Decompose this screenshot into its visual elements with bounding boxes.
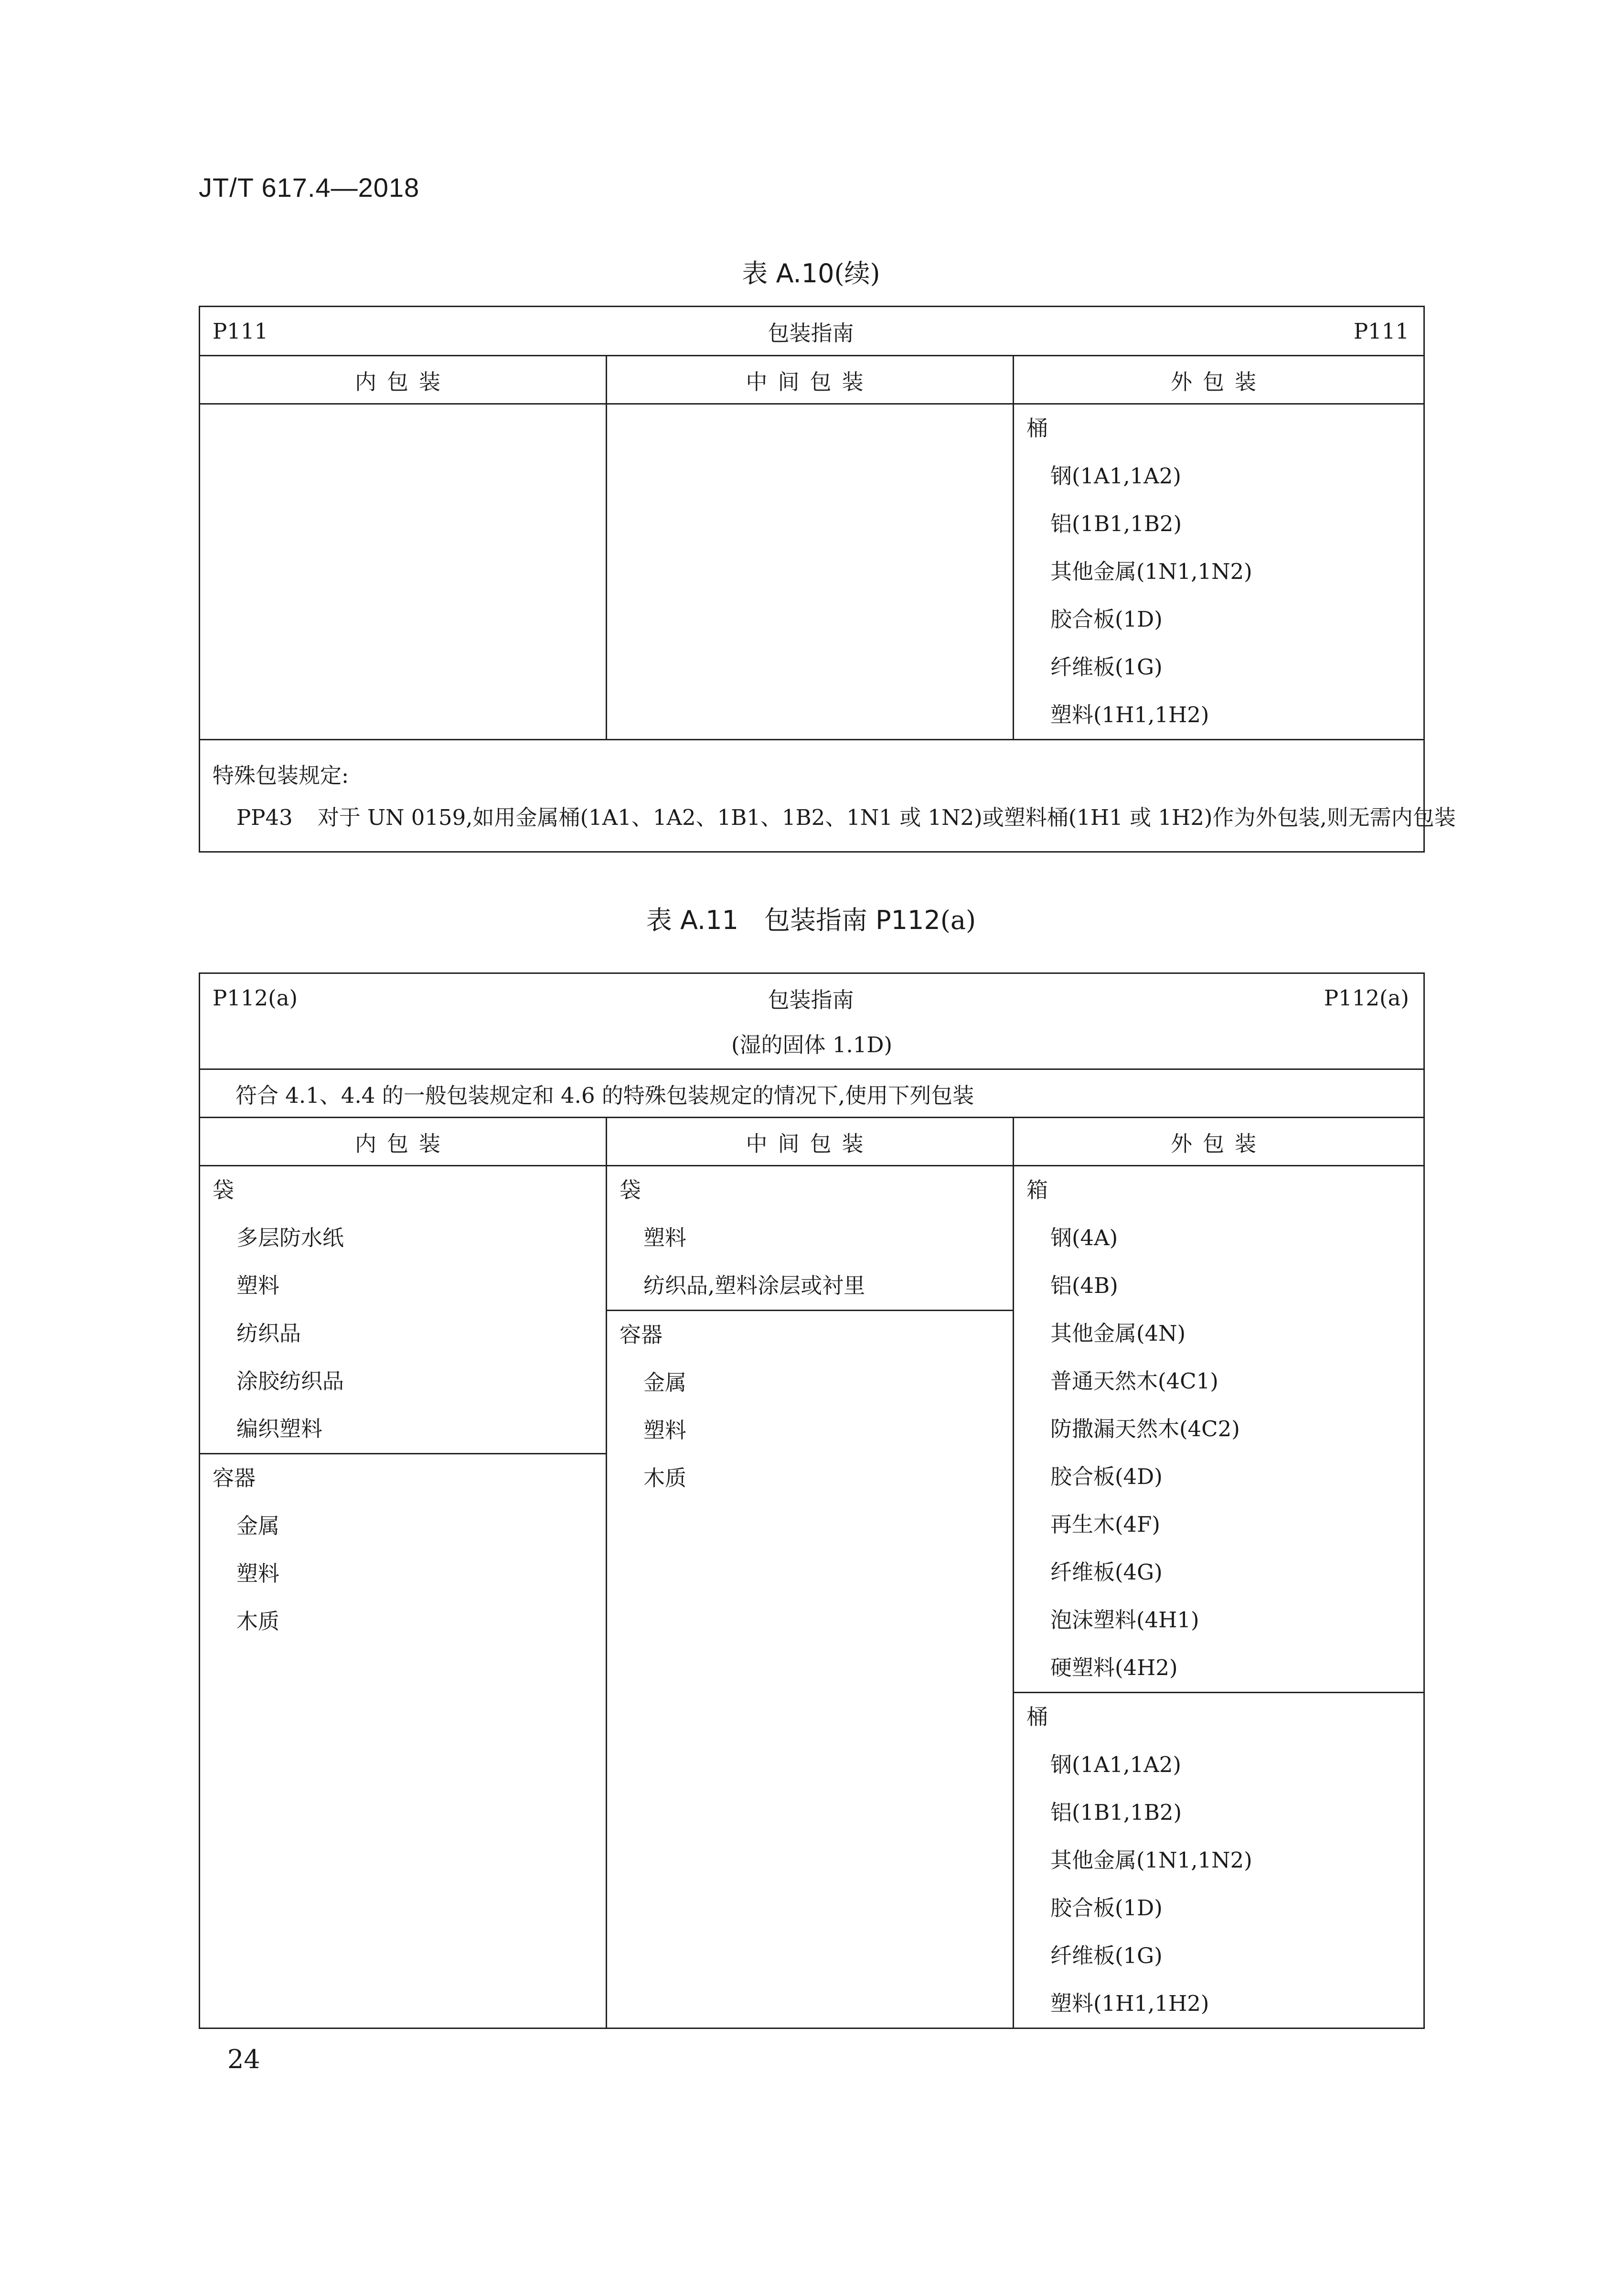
list-item: 纺织品,塑料涂层或衬里 <box>643 1273 865 1298</box>
inner-group-bags <box>200 1166 606 1453</box>
category-label: 容器 <box>620 1322 663 1347</box>
instruction-code-right: P111 <box>1353 318 1410 344</box>
list-item: 胶合板(1D) <box>1050 607 1163 632</box>
list-item: 泡沫塑料(4H1) <box>1050 1607 1199 1633</box>
table-a10-caption <box>199 253 1423 290</box>
table-a10-caption-label: 表 A.10 <box>742 258 834 288</box>
table-a10 <box>199 306 1456 853</box>
list-item: 木质 <box>236 1609 280 1634</box>
list-item: 塑料 <box>236 1273 280 1298</box>
intermediate-group-bags <box>607 1166 1013 1310</box>
list-item: 塑料(1H1,1H2) <box>1050 702 1209 727</box>
intermediate-packaging-cell <box>607 404 1014 740</box>
list-item: 其他金属(4N) <box>1050 1321 1186 1346</box>
outer-group-boxes <box>1014 1166 1423 1692</box>
provision-text: 对于 UN 0159,如用金属桶(1A1、1A2、1B1、1B2、1N1 或 1N2)或塑料桶(1H1 或 1H2)作为外包装,则无需内包装 <box>317 805 1456 830</box>
list-item: 钢(4A) <box>1050 1225 1118 1250</box>
category-label: 容器 <box>213 1465 256 1491</box>
list-item: 再生木(4F) <box>1050 1512 1160 1537</box>
intermediate-packaging-cell <box>607 1166 1014 2028</box>
instruction-title: 包装指南 <box>768 320 854 346</box>
special-provision-pp43 <box>213 797 1456 839</box>
outer-packaging-cell <box>1014 1166 1424 2028</box>
list-item: 纺织品 <box>236 1321 301 1346</box>
column-header-inner: 内包装 <box>200 356 607 404</box>
table-a11-caption-label: 表 A.11 包装指南 P112 <box>646 905 940 935</box>
document-code: JT/T 617.4—2018 <box>199 172 420 203</box>
table-a10-caption-tail: (续) <box>834 258 880 288</box>
packaging-condition: 符合 4.1、4.4 的一般包装规定和 4.6 的特殊包装规定的情况下,使用下列包装 <box>200 1069 1424 1118</box>
list-item: 铝(1B1,1B2) <box>1050 1800 1182 1825</box>
inner-packaging-cell <box>200 404 607 740</box>
list-item: 铝(4B) <box>1050 1273 1118 1298</box>
special-provisions-title: 特殊包装规定: <box>213 763 349 788</box>
table-a11-caption <box>199 900 1423 937</box>
instruction-code-right: P112(a) <box>1324 985 1409 1011</box>
list-item: 编织塑料 <box>236 1416 323 1441</box>
provision-code: PP43 <box>236 805 293 830</box>
table-a11-caption-tail: (a) <box>940 905 976 935</box>
list-item: 纤维板(1G) <box>1050 1943 1163 1968</box>
list-item: 金属 <box>236 1513 280 1538</box>
inner-group-receptacles <box>200 1453 606 1645</box>
list-item: 涂胶纺织品 <box>236 1368 344 1394</box>
list-item: 胶合板(4D) <box>1050 1464 1163 1489</box>
table-a11 <box>199 972 1425 2029</box>
instruction-code-left: P111 <box>213 318 268 344</box>
column-header-intermediate: 中间包装 <box>607 1118 1014 1166</box>
inner-packaging-cell <box>200 1166 607 2028</box>
list-item: 塑料 <box>643 1418 687 1443</box>
list-item: 硬塑料(4H2) <box>1050 1655 1178 1680</box>
column-header-outer: 外包装 <box>1014 356 1424 404</box>
special-provisions-cell <box>200 740 1456 852</box>
list-item: 胶合板(1D) <box>1050 1895 1163 1921</box>
list-item: 普通天然木(4C1) <box>1050 1368 1218 1394</box>
category-label: 桶 <box>1026 1704 1048 1730</box>
column-header-inner: 内包装 <box>200 1118 607 1166</box>
outer-packaging-cell <box>1014 404 1424 740</box>
category-label: 袋 <box>620 1177 641 1203</box>
table-a10-header-row <box>200 307 1424 356</box>
column-header-intermediate: 中间包装 <box>607 356 1014 404</box>
table-a11-header-row <box>200 973 1424 1069</box>
page-number: 24 <box>227 2044 260 2074</box>
instruction-subtitle: (湿的固体 1.1D) <box>731 1032 893 1057</box>
list-item: 塑料 <box>643 1225 687 1250</box>
list-item: 木质 <box>643 1465 687 1491</box>
instruction-code-left: P112(a) <box>213 985 298 1011</box>
instruction-title: 包装指南 <box>768 987 854 1013</box>
list-item: 其他金属(1N1,1N2) <box>1050 1847 1252 1873</box>
list-item: 金属 <box>643 1370 687 1395</box>
category-label: 箱 <box>1026 1177 1048 1203</box>
category-label: 袋 <box>213 1177 235 1203</box>
list-item: 塑料(1H1,1H2) <box>1050 1991 1209 2016</box>
list-item: 塑料 <box>236 1561 280 1586</box>
outer-group-drums <box>1014 1692 1423 2028</box>
list-item: 多层防水纸 <box>236 1225 344 1250</box>
list-item: 纤维板(1G) <box>1050 654 1163 680</box>
list-item: 防撒漏天然木(4C2) <box>1050 1416 1240 1441</box>
intermediate-group-receptacles <box>607 1310 1013 1502</box>
list-item: 其他金属(1N1,1N2) <box>1050 559 1252 584</box>
list-item: 铝(1B1,1B2) <box>1050 511 1182 536</box>
list-item: 纤维板(4G) <box>1050 1559 1163 1585</box>
category-label: 桶 <box>1026 416 1048 441</box>
list-item: 钢(1A1,1A2) <box>1050 463 1181 489</box>
list-item: 钢(1A1,1A2) <box>1050 1752 1181 1777</box>
column-header-outer: 外包装 <box>1014 1118 1424 1166</box>
